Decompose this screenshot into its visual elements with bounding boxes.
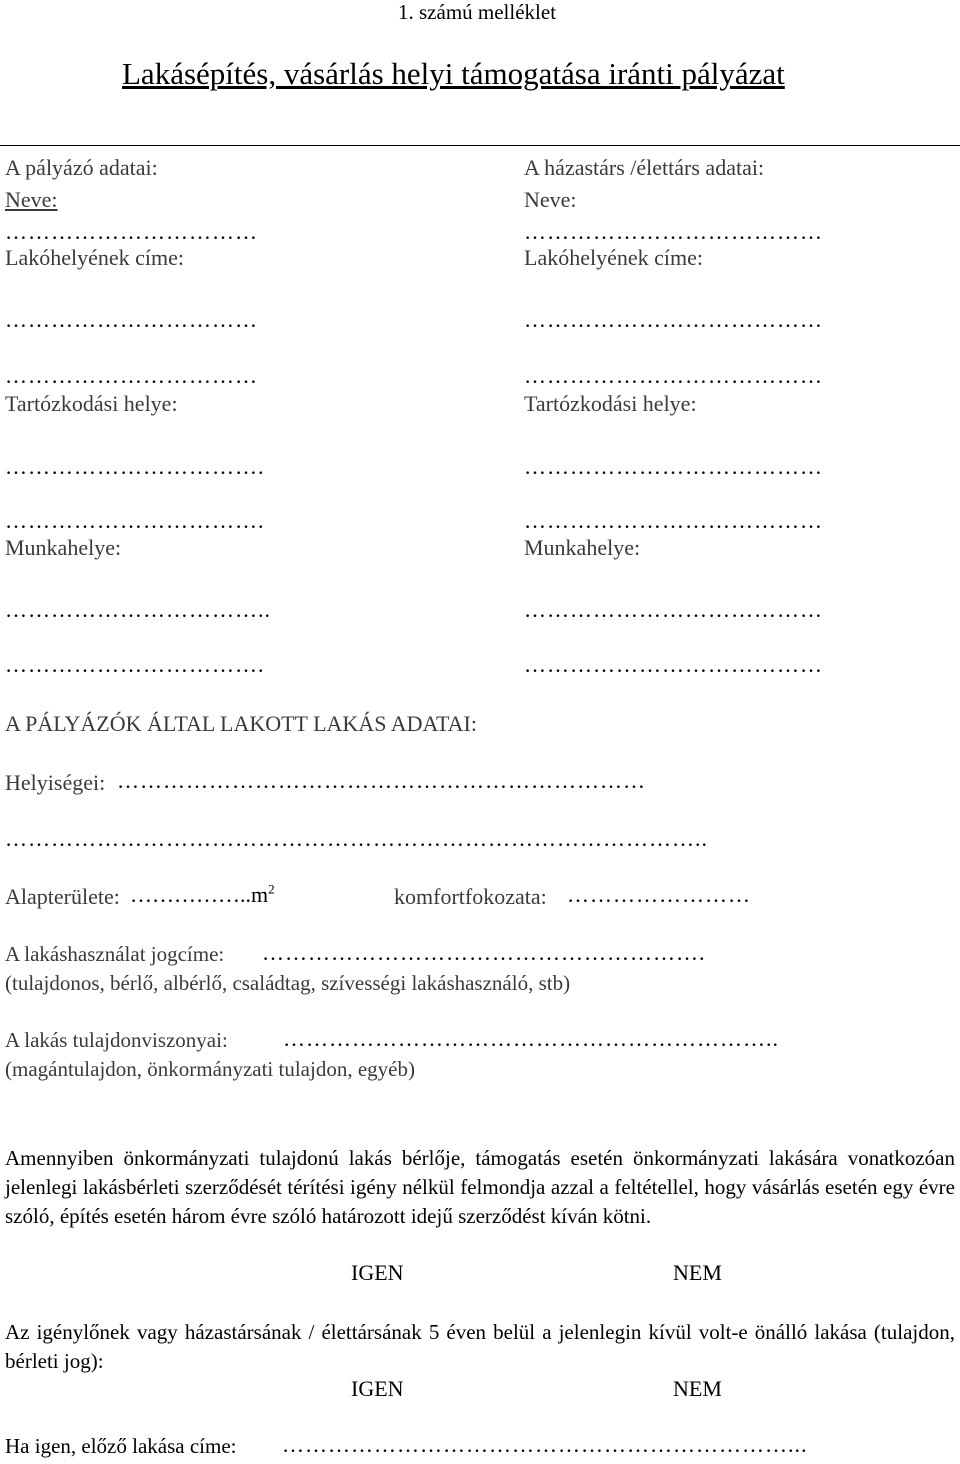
- previous-address-label: Ha igen, előző lakása címe:: [5, 1434, 237, 1458]
- question1-yes-option[interactable]: IGEN: [351, 1260, 404, 1285]
- applicant-residence-field-1[interactable]: …………………………….: [5, 454, 265, 479]
- spouse-heading: A házastárs /élettárs adatai:: [524, 155, 765, 180]
- spouse-workplace-field-1[interactable]: …………………………………: [524, 597, 823, 622]
- rooms-label: Helyiségei:: [5, 770, 106, 795]
- spouse-workplace-field-2[interactable]: …………………………………: [524, 652, 823, 677]
- spouse-residence-field-2[interactable]: …………………………………: [524, 508, 823, 533]
- page-title: Lakásépítés, vásárlás helyi támogatása iránti pályázat: [122, 56, 785, 91]
- area-label: Alapterülete:: [5, 884, 120, 909]
- area-unit-superscript: 2: [268, 881, 275, 897]
- question1-text: Amennyiben önkormányzati tulajdonú lakás bérlője, támogatás esetén önkormányzati lakására vonatkozóan jelenlegi lakásbérleti szerződését térítési igény nélkül felmondja azzal a feltétellel, hogy vásárlás esetén egy évre szóló, építés esetén három évre szóló határozott idejű szerződést kíván kötni.: [5, 1146, 955, 1228]
- spouse-residence-label: Tartózkodási helye:: [524, 391, 697, 416]
- annex-label: 1. számú melléklet: [398, 0, 557, 24]
- applicant-heading: A pályázó adatai:: [5, 155, 158, 180]
- spouse-address-field-2[interactable]: …………………………………: [524, 363, 823, 388]
- rooms-field[interactable]: ……………………………………………………………: [117, 768, 646, 793]
- applicant-address-field-2[interactable]: ……………………………: [5, 363, 258, 388]
- applicant-address-field-1[interactable]: ……………………………: [5, 307, 258, 332]
- applicant-name-label: Neve:: [5, 187, 58, 212]
- applicant-residence-label: Tartózkodási helye:: [5, 391, 178, 416]
- rooms-field-2[interactable]: ………………………………………………………………………………..: [5, 826, 708, 851]
- spouse-address-field-1[interactable]: …………………………………: [524, 307, 823, 332]
- comfort-label: komfortfokozata:: [394, 884, 547, 909]
- question2-yes-option[interactable]: IGEN: [351, 1376, 404, 1401]
- applicant-address-label: Lakóhelyének címe:: [5, 245, 184, 270]
- usage-hint: (tulajdonos, bérlő, albérlő, családtag, szívességi lakáshasználó, stb): [5, 971, 571, 995]
- spouse-address-label: Lakóhelyének címe:: [524, 245, 703, 270]
- question2-text: Az igénylőnek vagy házastársának / élettársának 5 éven belül a jelenlegin kívül volt-e önálló lakása (tulajdon, bérleti jog):: [5, 1320, 955, 1373]
- spouse-name-field[interactable]: …………………………………: [524, 219, 823, 244]
- usage-label: A lakáshasználat jogcíme:: [5, 942, 225, 966]
- spouse-workplace-label: Munkahelye:: [524, 535, 641, 560]
- apartment-section-title: A PÁLYÁZÓK ÁLTAL LAKOTT LAKÁS ADATAI:: [5, 711, 477, 736]
- area-field[interactable]: $\dots\dots\dots\dots\dots..m^2$: [130, 881, 275, 907]
- usage-field[interactable]: ………………………………………………….: [262, 940, 706, 965]
- applicant-workplace-field-2[interactable]: …………………………….: [5, 652, 265, 677]
- ownership-label: A lakás tulajdonviszonyai:: [5, 1028, 228, 1052]
- applicant-workplace-label: Munkahelye:: [5, 535, 122, 560]
- comfort-field[interactable]: ……………………: [567, 882, 751, 907]
- ownership-hint: (magántulajdon, önkormányzati tulajdon, egyéb): [5, 1057, 415, 1081]
- applicant-residence-field-2[interactable]: …………………………….: [5, 508, 265, 533]
- applicant-workplace-field-1[interactable]: ……………………………..: [5, 597, 271, 622]
- question1-no-option[interactable]: NEM: [673, 1260, 722, 1285]
- previous-address-field[interactable]: …………………………………………………………...: [282, 1432, 808, 1457]
- ownership-field[interactable]: ………………………………………………………..: [283, 1026, 779, 1051]
- spouse-residence-field-1[interactable]: …………………………………: [524, 454, 823, 479]
- spouse-name-label: Neve:: [524, 187, 577, 212]
- applicant-name-field[interactable]: ……………………………: [5, 219, 258, 244]
- question2-no-option[interactable]: NEM: [673, 1376, 722, 1401]
- header-divider: [0, 145, 960, 146]
